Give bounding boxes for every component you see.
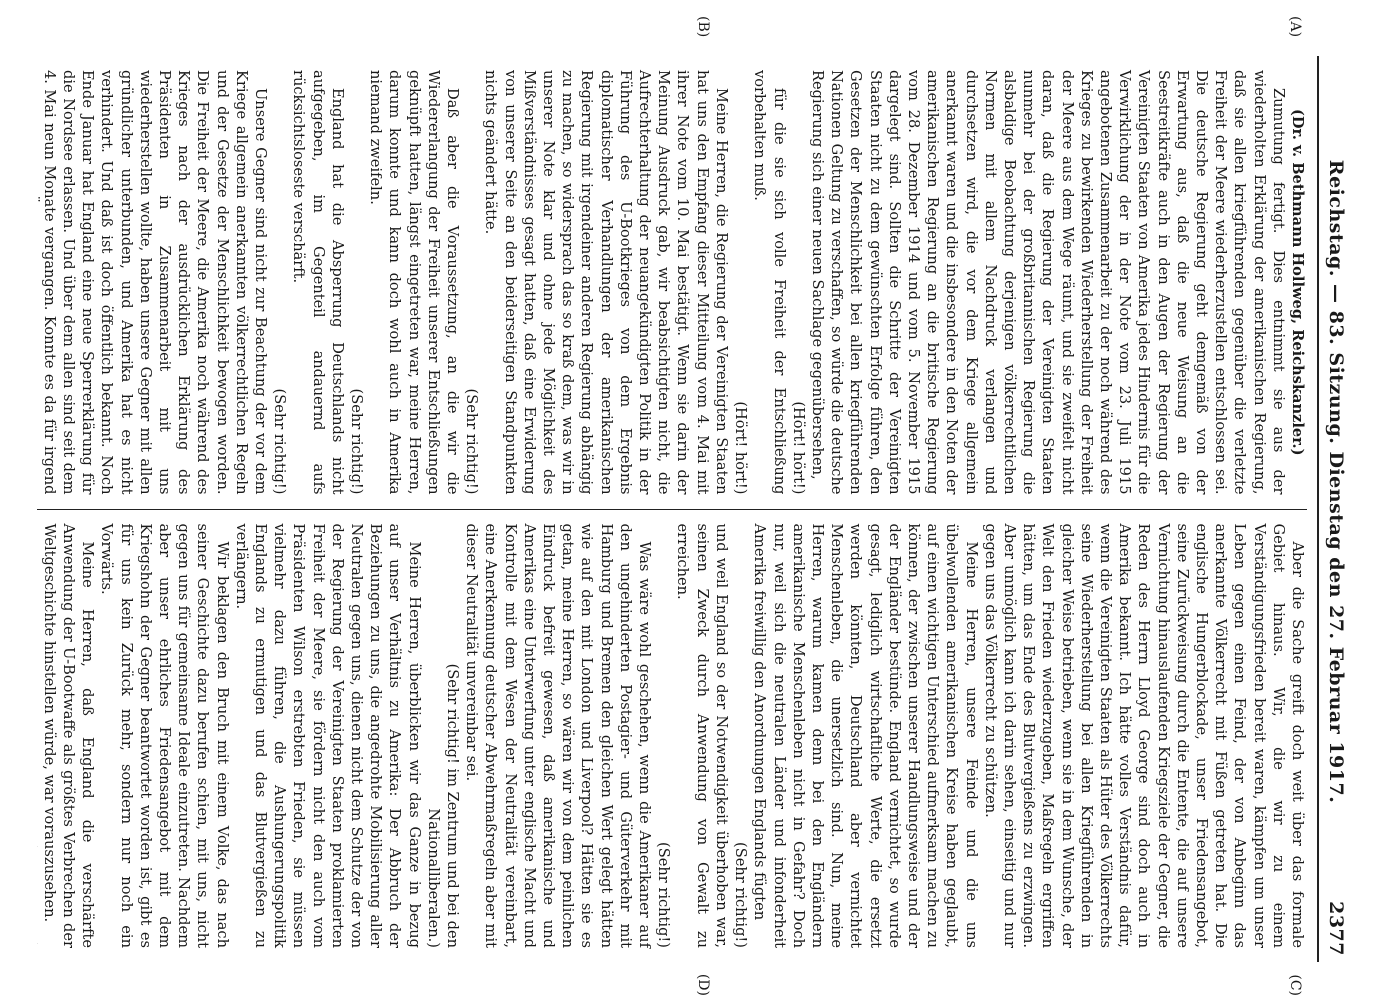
header-title: Reichstag. — 83. Sitzung. Dienstag den 27. Februar 1917. [1325,159,1347,804]
left-column [37,56,1307,509]
interjection: (Sehr richtig!) [655,842,673,948]
paragraph: Zumutung fertigt. Dies entnimmt sie aus der wiederholten Erklärung der amerikanischen Regierung, daß sie allen kriegführenden gegenüber die verletzte Freiheit der Meere wiederherzustellen entschlossen sei. Die deutsche Regierung geht demgemäß von der Erwartung aus, daß die neue Weisung an die Seestreitkräfte auch in den Augen der Regierung der Vereinigten Staaten von Amerika jedes Hindernis für die Verwirklichung der in der Note vom 23. Juli 1915 angebotenen Zusammenarbeit zu der noch während des Krieges zu bewirkenden Wiederherstellung der Freiheit der Meere aus dem Wege räumt, und sie zweifelt nicht daran, daß die Regierung der Vereinigten Staaten nunmehr bei der großbritannischen Regierung die alsbaldige Beobachtung derjenigen völkerrechtlichen Normen mit allem Nachdruck verlangen und durchsetzen wird, die vor dem Kriege allgemein anerkannt waren und die insbesondere in den Noten der amerikanischen Regierung an die britische Regierung vom 28. Dezember 1914 und vom 5. November 1915 dargelegt sind. Sollten die Schritte der Vereinigten Staaten nicht zu dem gewünschten Erfolge führen, den Gesetzen der Menschlichkeit bei allen kriegführenden Nationen Geltung zu verschaffen, so würde die deutsche Regierung sich einer neuen Sachlage gegenübersehen, [808,70,1287,495]
margin-marker-b: (B) [695,16,711,38]
interjection: (Hört! hört!) [789,401,807,495]
paragraph: Wir beklagen den Bruch mit einem Volke, das nach seiner Geschichte dazu berufen schien, mit uns, nicht gegen uns für gemeinsame Ideale einzutreten. Nachdem aber unser ehrliches Friedensangebot mit dem Kriegshohn der Gegner beantwortet worden ist, gibt es für uns kein Zurück mehr, sondern nur noch ein Vorwärts. [98,523,231,948]
paragraph: Meine Herren, unsere Feinde und die uns übelwollenden amerikanischen Kreise haben geglaubt, auf einen wichtigen Unterschied aufmerksam machen zu können, der zwischen unserer Handlungsweise und der der Engländer bestünde. England vernichtet, so wurde gesagt, lediglich wirtschaftliche Werte, die ersetzt werden könnten, Deutschland aber vernichtet Menschenleben, die unersetzlich sind. Nun, meine Herren, warum kamen denn bei den Engländern amerikanische Menschenleben nicht in Gefahr? Doch nur, weil sich die neutralen Länder und infonderheit Amerika freiwillig den Anordnungen Englands fügten [751,523,980,948]
paragraph: Meine Herren, überblicken wir das Ganze in bezug auf unser Verhältnis zu Amerika: Der Abbruch der Beziehungen zu uns, die angedrohte Mobilisierung aller Neutralen gegen uns, dienen nicht dem Schutze der von der Regierung der Vereinigten Staaten proklamierten Freiheit der Meere, sie fördern nicht den auch vom Präsidenten Wilson erstrebten Frieden, sie müssen vielmehr dazu führen, die Aushungerungspolitik Englands zu ermutigen und das Blutvergießen zu verlängern. [232,523,423,948]
paragraph: Unsere Gegner sind nicht zur Beachtung der vor dem Kriege allgemein anerkannten völkerrechtlichen Regeln und der Gesetze der Menschlichkeit bewogen worden. Die Freiheit der Meere, die Amerika noch während des Krieges nach der ausdrücklichen Erklärung des Präsidenten in Zusammenarbeit mit uns wiederherstellen wollte, haben unsere Gegner mit allen gründlicher unterbunden, und Amerika hat es nicht verhindert. Und daß ist doch öffentlich bekannt. Noch Ende Januar hat England eine neue Sperrerklärung für die Nordsee erlassen. Und über dem allen sind seit dem 4. Mai neun Monate vergangen. Konnte es da für irgend [40,70,270,495]
paragraph: Daß aber die Voraussetzung, an die wir die Wiedererlangung der Freiheit unserer Entschließungen geknüpft hatten, längst eingetreten war, meine Herren, darum konnte und kann doch wohl auch in Amerika niemand zweifeln. [367,70,462,495]
paragraph: Meine Herren, daß England die verschärfte Anwendung der U-Bootwaffe als größtes Verbrechen der Weltgeschichte hinstellen würde, war vorauszusehen. [40,523,97,948]
paragraph: Meine Herren, die Regierung der Vereinigten Staaten hat uns den Empfang dieser Mitteilung vom 4. Mai mit ihrer Note vom 10. Mai bestätigt. Wenn sie darin der Meinung Ausdruck gab, wir beabsichtigten nicht, die Aufrechterhaltung der neuangekündigten Politik in der Führung des U-Bootkrieges von dem Ergebnis diplomatischer Verhandlungen der amerikanischen Regierung mit irgendeiner anderen Regierung abhängig zu machen, so widersprach das so kraß dem, was wir in unserer Note klar und ohne jede Möglichkeit des Mißverständnisses gesagt hatten, daß eine Erwiderung von unserer Seite an den beiderseitigen Standpunkten nichts geändert hätte. [482,70,730,495]
interjection: (Sehr richtig!) [463,388,481,495]
paragraph: England hat die Absperrung Deutschlands nicht aufgegeben, im Gegenteil andauernd aufs rücksichtsloseste verschärft. [290,70,346,495]
paragraph: Was wäre wohl geschehen, wenn die Amerikaner auf den ungehinderten Postagier- und Güterverkehr mit Hamburg und Bremen den gleichen Wert gelegt hätten wie auf den mit London und Liverpool? Hätten sie es getan, meine Herren, so wären wir von dem peinlichen Eindruck befreit gewesen, daß amerikanische und Amerikas eine Unterwerfung unter englische Macht und Kontrolle mit dem Wesen der Neutralität vereinbart, eine Anerkennung deutscher Abwehrmaßregeln aber mit dieser Neutralität unvereinbar sei. [463,523,654,948]
paragraph: Aber die Sache greift doch weit über das formale Gebiet hinaus. Wir, die wir zu einem Verständigungsfrieden bereit waren, kämpfen um unser Leben gegen einen Feind, der von Anbeginn das anerkannte Völkerrecht mit Füßen getreten hat. Die englische Hungerblockade, unser Friedensangebot, seine Zurückweisung durch die Entente, die auf unsere Vernichtung hinauslaufenden Kriegsziele der Gegner, die Reden des Herrn Lloyd George sind doch auch in Amerika bekannt. Ich hätte volles Verständnis dafür, wenn die Vereinigten Staaten als Hüter des Völkerrechts seine Wiederherstellung bei allen Kriegführenden in gleicher Weise betrieben, wenn sie in dem Wunsche, der Welt den Frieden wiederzugeben, Maßregeln ergriffen hätten, um das Ende des Blutvergießens zu erzwingen. Aber unmöglich kann ich darin sehen, einseitig und nur gegen uns das Völkerrecht zu schützen. [981,523,1306,948]
interjection: (Sehr richtig!) [271,388,289,495]
paragraph: für die sie sich volle Freiheit der Entschließung vorbehalten muß. [751,70,788,495]
page-header [1317,56,1347,962]
interjection: (Sehr richtig! im Zentrum und bei den Nationalliberalen.) [424,663,462,948]
margin-marker-d: (D) [695,973,711,996]
margin-marker-c: (C) [1287,974,1303,996]
right-column [37,510,1307,963]
columns [37,16,1307,996]
speaker-line: (Dr. v. Bethmann Hollweg, Reichskanzler.) [1289,108,1306,456]
interjection: (Sehr richtig!) [348,388,366,495]
paragraph: und weil England so der Notwendigkeit überhoben war, seinen Zweck durch Anwendung von Gewalt zu erreichen. [674,523,730,948]
page-number: 2377 [1325,901,1347,956]
margin-marker-a: (A) [1287,16,1303,38]
interjection: (Hört! hört!) [732,401,750,495]
interjection: (Sehr richtig!) [732,842,750,948]
